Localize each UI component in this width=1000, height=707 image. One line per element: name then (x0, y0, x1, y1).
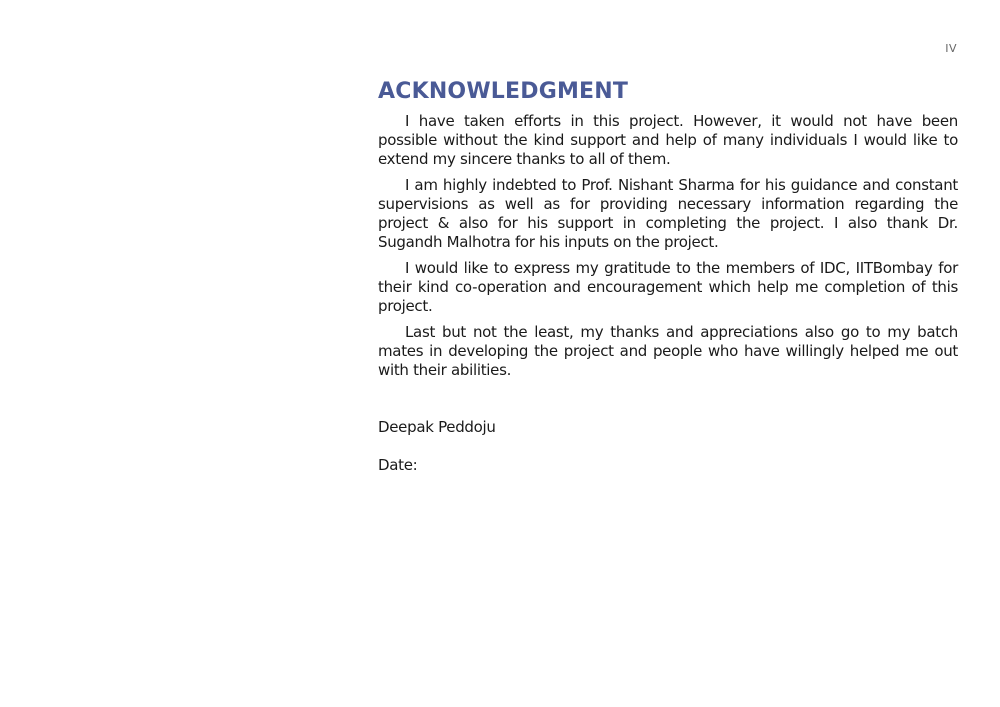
date-label: Date: (378, 456, 418, 474)
page-title: ACKNOWLEDGMENT (378, 79, 629, 104)
paragraph-3: I would like to express my gratitude to the members of IDC, IITBombay for their kind co-operation and encouragement which help me completion of this project. (378, 259, 958, 315)
paragraph-4: Last but not the least, my thanks and appreciations also go to my batch mates in developing the project and people who have willingly helped me out with their abilities. (378, 323, 958, 379)
paragraph-2: I am highly indebted to Prof. Nishant Sharma for his guidance and constant supervisions as well as for providing necessary information regarding the project & also for his support in completing the project. I also thank Dr. Sugandh Malhotra for his inputs on the project. (378, 176, 958, 251)
page-number: IV (945, 42, 957, 55)
signature-name: Deepak Peddoju (378, 418, 496, 436)
acknowledgment-section (378, 78, 958, 475)
paragraph-1: I have taken efforts in this project. However, it would not have been possible without the kind support and help of many individuals I would like to extend my sincere thanks to all of them. (378, 112, 958, 168)
